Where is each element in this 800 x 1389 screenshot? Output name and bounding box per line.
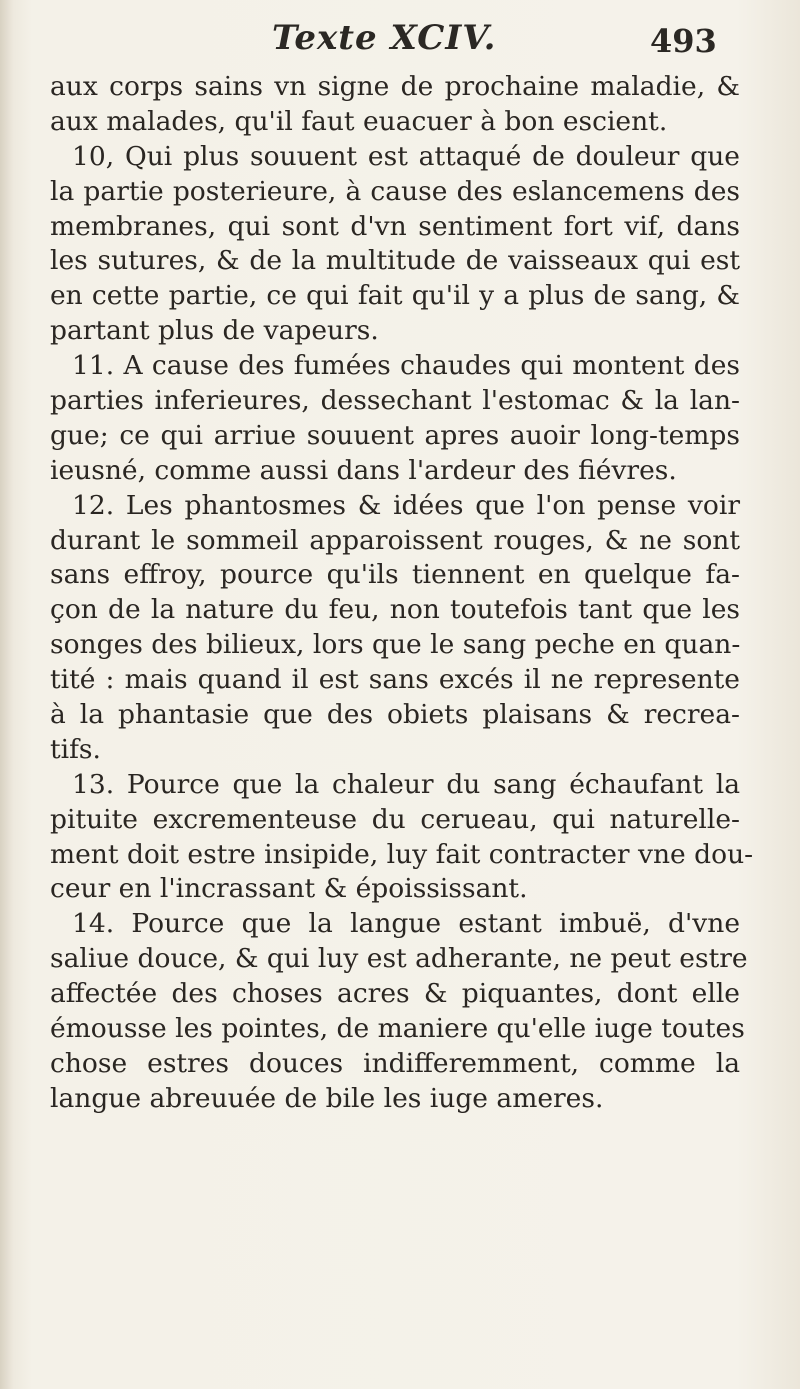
text-line: la partie posterieure, à cause des eslancemens des [50, 175, 740, 207]
text-line: émousse les pointes, de maniere qu'elle iuge toutes [50, 1013, 745, 1045]
text-line: aux malades, qu'il faut euacuer à bon escient. [50, 105, 668, 137]
text-line: ceur en l'incrassant & époississant. [50, 873, 528, 905]
text-line: ieusné, comme aussi dans l'ardeur des fiévres. [50, 454, 677, 486]
running-head [0, 18, 800, 68]
text-line: à la phantasie que des obiets plaisans & recrea- [50, 699, 740, 731]
text-line: 13. Pource que la chaleur du sang échaufant la [72, 768, 740, 800]
text-line: 12. Les phantosmes & idées que l'on pense voir [72, 489, 740, 521]
text-line: en cette partie, ce qui fait qu'il y a plus de sang, & [50, 280, 740, 312]
running-head-title: Texte XCIV. [272, 18, 497, 58]
text-line: çon de la nature du feu, non toutefois tant que les [50, 594, 740, 626]
text-line: parties inferieures, dessechant l'estomac & la lan- [50, 385, 740, 417]
text-line: langue abreuuée de bile les iuge ameres. [50, 1082, 604, 1114]
text-line: aux corps sains vn signe de prochaine maladie, & [50, 71, 740, 102]
text-line: durant le sommeil apparoissent rouges, & ne sont [50, 524, 740, 556]
text-line: 10, Qui plus souuent est attaqué de douleur que [72, 140, 740, 172]
page-gutter-shadow [0, 0, 14, 1389]
page-number: 493 [650, 22, 717, 60]
text-line: gue; ce qui arriue souuent apres auoir long-temps [50, 419, 740, 451]
body-text [50, 70, 754, 1117]
text-line: ment doit estre insipide, luy fait contracter vne dou- [50, 838, 754, 870]
text-line: tifs. [50, 733, 101, 765]
text-line: membranes, qui sont d'vn sentiment fort vif, dans [50, 210, 740, 242]
text-line: chose estres douces indifferemment, comme la [50, 1047, 740, 1079]
text-line: 14. Pource que la langue estant imbuë, d'vne [72, 908, 740, 940]
text-line: saliue douce, & qui luy est adherante, ne peut estre [50, 943, 748, 975]
text-line: tité : mais quand il est sans excés il ne represente [50, 664, 740, 696]
text-line: affectée des choses acres & piquantes, dont elle [50, 978, 740, 1010]
text-line: sans effroy, pource qu'ils tiennent en quelque fa- [50, 559, 740, 591]
text-line: les sutures, & de la multitude de vaisseaux qui est [50, 245, 740, 277]
text-line: pituite excrementeuse du cerueau, qui naturelle- [50, 803, 740, 835]
text-line: partant plus de vapeurs. [50, 315, 379, 347]
text-line: songes des bilieux, lors que le sang peche en quan- [50, 629, 741, 661]
text-line: 11. A cause des fumées chaudes qui montent des [72, 350, 740, 382]
